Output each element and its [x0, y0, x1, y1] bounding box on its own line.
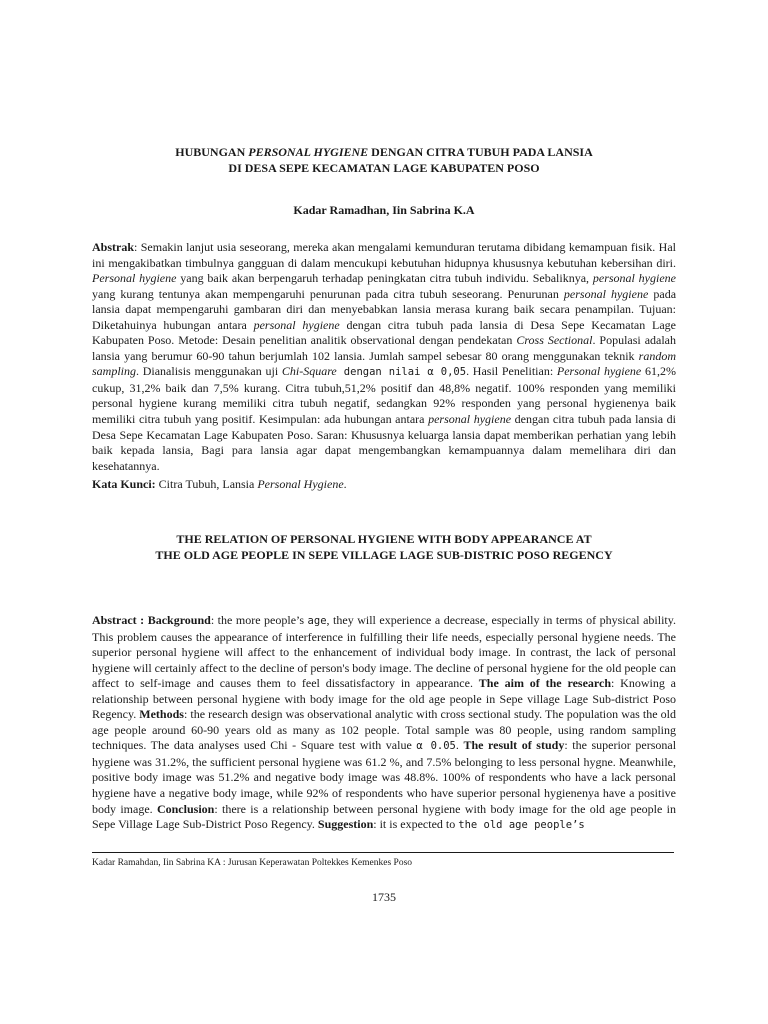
- abstract-text: : the research design was observational analytic with cross sectional study. The population was the old age people around 60-90 years old as many as 102 people. Total sample was 80 people, using random sampling techniques. The data analyses used Chi - Square test with value: [92, 707, 676, 753]
- footnote-divider: [92, 852, 674, 853]
- title-text: HUBUNGAN: [175, 145, 249, 159]
- mono-text: dengan nilai α 0,05: [336, 366, 467, 379]
- abstract-text: : the superior personal hygiene was 31.2%, the sufficient personal hygiene was 61.2 %, and 7.5% belonging to less personal hygne. Meanwhile, positive body image was 51.2% and negative body image was 48.8%. 100% of respondents who have a lack personal hygiene have a negative body image, while 92% of respondents who have superior personal hygienenya have a positive body image.: [92, 738, 677, 816]
- title-en-line-2: THE OLD AGE PEOPLE IN SEPE VILLAGE LAGE SUB-DISTRIC POSO REGENCY: [155, 548, 613, 562]
- abstrak-text: pada lansia dapat mempengaruhi gambaran diri dan menyebabkan lansia merasa kurang baik secara penampilan. Tujuan: Diketahuinya hubungan antara: [92, 286, 677, 332]
- author-list: Kadar Ramadhan, Iin Sabrina K.A: [293, 203, 475, 217]
- italic-term: Chi-Square: [281, 364, 337, 379]
- section-label: Suggestion: [317, 817, 374, 832]
- paper-title-id: [92, 144, 676, 176]
- abstract-text: : the more people’s: [210, 613, 308, 627]
- italic-term: Personal hygiene: [92, 271, 177, 286]
- author-affiliation-footnote: Kadar Ramahdan, Iin Sabrina KA : Jurusan Keperawatan Poltekkes Kemenkes Poso: [92, 858, 413, 868]
- italic-term: personal hygiene: [428, 412, 512, 427]
- abstract-text: , they will experience a decrease, especially in terms of physical ability. This problem causes the appearance of interference in fulfilling their life needs, especially personal hygiene needs. The superior personal hygiene will affect to the enhancement of individual body image. In contrast, the lack of personal hygiene will certainly affect to the decline of person's body image. The decline of personal hygiene for the old people can affect to self-image and causes them to feel dissatisfactory in appearance.: [92, 613, 676, 691]
- title-en-line-1: THE RELATION OF PERSONAL HYGIENE WITH BODY APPEARANCE AT: [176, 532, 592, 546]
- abstract-text: .: [455, 738, 464, 753]
- abstrak-text: 61,2% cukup, 31,2% baik dan 7,5% kurang. Citra tubuh,51,2% positif dan 48,8% negatif. 100% responden yang memiliki personal hygiene kurang memiliki citra tubuh negatif, sedangkan 92% responden yang personal hygienenya baik memiliki citra tubuh yang positif. Kesimpulan: ada hubungan antara: [92, 364, 676, 427]
- title-line-2: DI DESA SEPE KECAMATAN LAGE KABUPATEN POSO: [228, 161, 540, 175]
- abstrak-text: . Hasil Penelitian:: [466, 364, 557, 379]
- mono-text: α 0.05: [416, 740, 456, 753]
- keywords-text: .: [343, 477, 347, 491]
- title-italic-term: PERSONAL HYGIENE: [248, 145, 369, 159]
- abstrak-text: : Semakin lanjut usia seseorang, mereka akan mengalami kemunduran terutama dibidang kemampuan fisik. Hal ini mengakibatkan timbulnya gangguan di dalam mencukupi kebutuhan hidupnya khususnya kebutuhan kebersihan diri.: [92, 240, 676, 270]
- italic-term: Personal hygiene: [556, 364, 642, 379]
- abstract-text: : Knowing a relationship between personal hygiene with body image for the old age people in Sepe village Lage Sub-district Poso Regency.: [92, 676, 676, 722]
- abstract-label: Abstract : Background: [92, 613, 211, 627]
- italic-term: personal hygiene: [592, 271, 676, 286]
- section-label: Methods: [139, 707, 184, 722]
- title-text: DENGAN CITRA TUBUH PADA LANSIA: [368, 145, 593, 159]
- section-label: The aim of the research: [478, 676, 611, 691]
- title-line-1: [92, 144, 676, 160]
- abstract-text: : there is a relationship between personal hygiene with body image for the old age people in Sepe Village Lage Sub-District Poso Regency.: [92, 801, 676, 832]
- abstrak-text: dengan citra tubuh pada lansia di Desa Sepe Kecamatan Lage Kabupaten Poso. Saran: Khususnya keluarga lansia dapat memberikan perhatian yang lebih baik kepada lansia, Bagi para lansia agar dapat mengembangkan kemampuannya dalam memelihara diri dan kesehatannya.: [92, 412, 677, 473]
- abstrak-text: yang baik akan berpengaruh terhadap peningkatan citra tubuh individu. Sebaliknya,: [176, 271, 593, 286]
- abstrak-paragraph: [92, 240, 676, 474]
- abstrak-text: . Populasi adalah lansia yang berumur 60-90 tahun berjumlah 102 lansia. Jumlah sampel sebesar 80 orang menggunakan teknik: [92, 333, 677, 363]
- section-label: The result of study: [463, 738, 565, 753]
- italic-term: personal hygiene: [253, 317, 340, 332]
- abstrak-text: . Dianalisis menggunakan uji: [136, 364, 282, 379]
- abstract-text: : it is expected to: [373, 817, 459, 832]
- italic-term: random sampling: [92, 348, 676, 379]
- keywords-text: Citra Tubuh, Lansia: [155, 477, 258, 491]
- page-number: 1735: [372, 890, 396, 904]
- italic-term: Cross Sectional: [516, 333, 593, 348]
- abstrak-text: dengan citra tubuh pada lansia di Desa Sepe Kecamatan Lage Kabupaten Poso. Metode: Desain penelitian analitik observational dengan pendekatan: [92, 317, 677, 348]
- abstrak-label: Abstrak: [92, 240, 135, 254]
- italic-term: Personal Hygiene: [257, 477, 344, 491]
- abstrak-text: yang kurang tentunya akan mempengaruhi penurunan pada citra tubuh seseorang. Penurunan: [92, 286, 564, 301]
- italic-term: personal hygiene: [563, 286, 649, 301]
- paper-title-en: [92, 531, 676, 563]
- abstract-en-paragraph: [92, 613, 676, 834]
- kata-kunci-paragraph: [92, 477, 676, 493]
- kata-kunci-label: Kata Kunci:: [92, 477, 156, 491]
- section-label: Conclusion: [156, 801, 215, 816]
- mono-text: age: [307, 615, 327, 627]
- mono-text: the old age people’s: [458, 819, 585, 832]
